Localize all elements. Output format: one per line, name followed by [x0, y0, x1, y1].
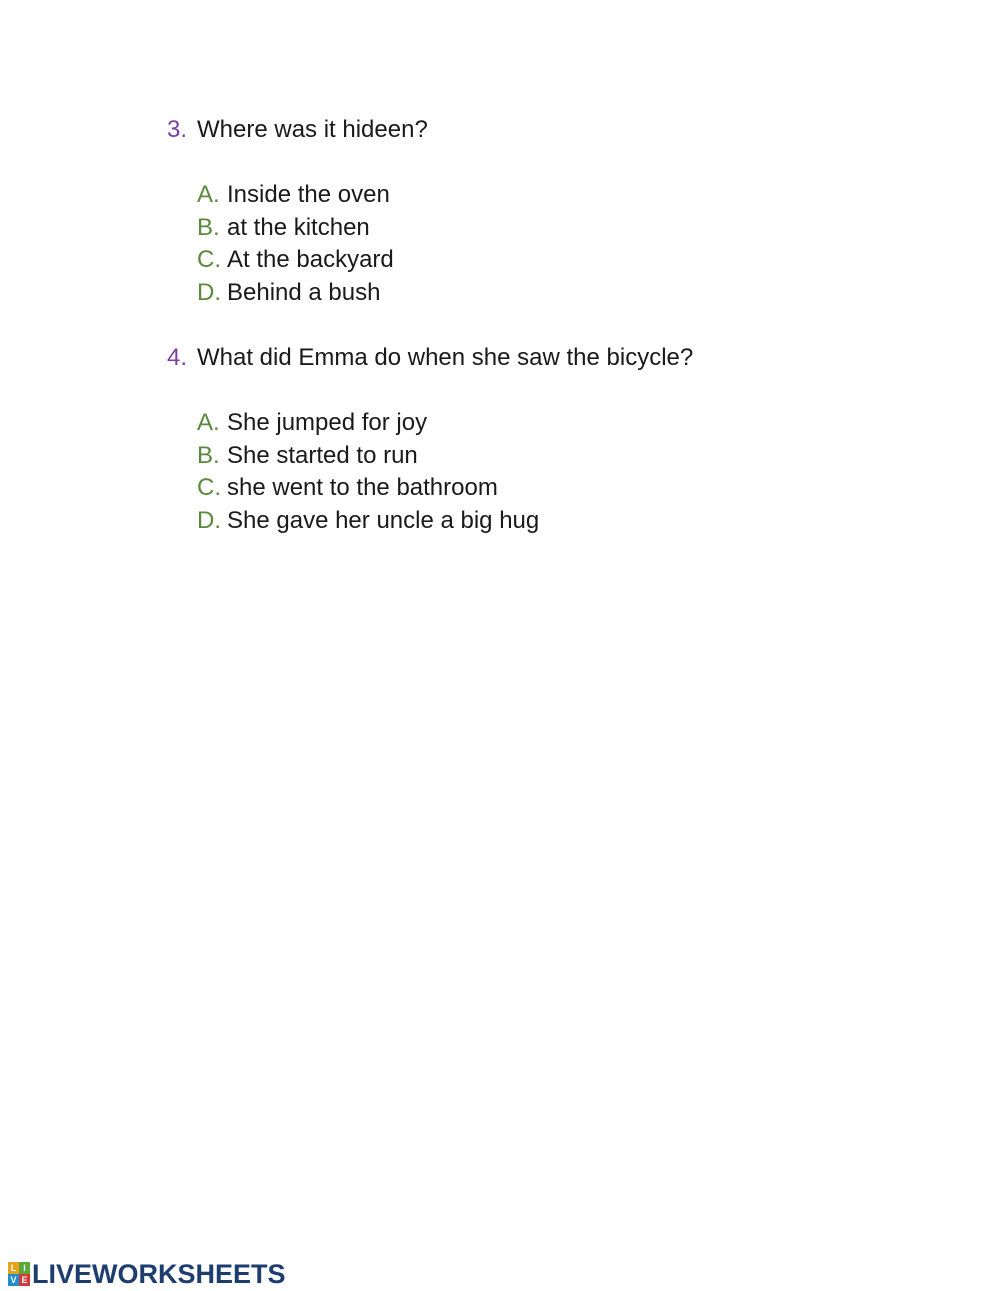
question-text: What did Emma do when she saw the bicycle? [197, 344, 694, 371]
question-4-options [167, 407, 927, 537]
option-4a[interactable] [197, 407, 927, 440]
option-4b[interactable] [197, 440, 927, 473]
option-3b[interactable] [197, 212, 927, 245]
liveworksheets-logo-icon [8, 1262, 30, 1286]
option-3d[interactable] [197, 277, 927, 310]
question-4 [167, 342, 927, 537]
option-letter: C. [197, 474, 221, 501]
liveworksheets-logo [8, 1259, 286, 1289]
option-text: At the backyard [227, 246, 394, 273]
option-3a[interactable] [197, 179, 927, 212]
option-text: She started to run [227, 441, 418, 469]
option-text: she went to the bathroom [227, 474, 498, 501]
option-letter: A. [197, 181, 220, 208]
option-letter: A. [197, 409, 220, 436]
question-4-prompt [167, 342, 927, 374]
option-letter: C. [197, 246, 221, 273]
option-text: Inside the oven [227, 181, 390, 208]
option-4c[interactable] [197, 472, 927, 505]
option-3c[interactable] [197, 244, 927, 277]
logo-mark-letter: E [19, 1274, 30, 1286]
option-text: She jumped for joy [227, 409, 428, 436]
option-letter: B. [197, 441, 220, 469]
option-4d[interactable] [197, 505, 927, 538]
question-3 [167, 114, 927, 309]
logo-mark-letter: V [8, 1274, 19, 1286]
logo-mark-letter: i [19, 1262, 30, 1274]
option-letter: B. [197, 213, 220, 241]
question-3-prompt [167, 114, 927, 146]
logo-text: LIVEWORKSHEETS [32, 1259, 286, 1289]
logo-mark-letter: L [8, 1262, 19, 1274]
option-text: Behind a bush [227, 278, 381, 306]
option-letter: D. [197, 278, 221, 306]
question-3-options [167, 179, 927, 309]
option-letter: D. [197, 506, 221, 534]
option-text: at the kitchen [227, 213, 370, 241]
question-number: 4. [167, 344, 188, 371]
question-text: Where was it hideen? [197, 116, 428, 143]
question-number: 3. [167, 116, 188, 143]
option-text: She gave her uncle a big hug [227, 506, 540, 534]
